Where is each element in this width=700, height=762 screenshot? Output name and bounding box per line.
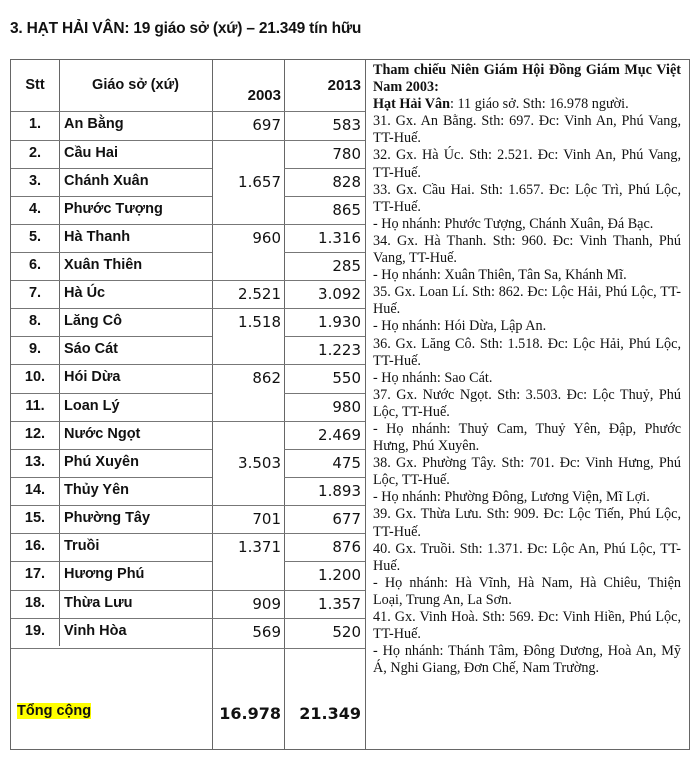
reference-summary-bold: Hạt Hải Vân <box>373 96 450 113</box>
row-2003: 909 <box>252 595 281 613</box>
page-title: 3. HẠT HẢI VÂN: 19 giáo sở (xứ) – 21.349 tín hữu <box>10 20 362 37</box>
row-divider <box>11 252 212 253</box>
row-stt: 8. <box>28 313 42 329</box>
row-divider <box>11 140 212 141</box>
row-divider <box>212 280 284 281</box>
reference-line: 41. Gx. Vinh Hoà. Sth: 569. Đc: Vinh Hiền, Phú Lộc, TT-Huế. <box>373 609 681 643</box>
row-divider <box>11 196 212 197</box>
row-divider <box>212 140 284 141</box>
row-stt: 10. <box>24 369 46 385</box>
reference-line: - Họ nhánh: Xuân Thiên, Tân Sa, Khánh Mĩ. <box>373 267 627 284</box>
row-divider <box>11 308 212 309</box>
col-divider <box>212 60 213 749</box>
row-name: Hà Úc <box>64 285 106 301</box>
total-label <box>17 703 91 719</box>
row-divider <box>284 449 365 450</box>
total-2003: 16.978 <box>219 704 281 723</box>
row-name: Xuân Thiên <box>64 257 143 273</box>
row-divider <box>11 590 212 591</box>
reference-line: 35. Gx. Loan Lí. Sth: 862. Đc: Lộc Hải, Phú Lộc, TT-Huế. <box>373 284 681 318</box>
row-stt: 13. <box>24 454 46 470</box>
reference-line: 39. Gx. Thừa Lưu. Sth: 909. Đc: Lộc Tiến, Phú Lộc, TT-Huế. <box>373 506 681 540</box>
row-divider <box>11 280 212 281</box>
reference-line: 31. Gx. An Bằng. Sth: 697. Đc: Vinh An, Phú Vang, TT-Huế. <box>373 113 681 147</box>
reference-line: - Họ nhánh: Hà Vĩnh, Hà Nam, Hà Chiêu, Thiện Loại, Trung An, La Sơn. <box>373 574 681 608</box>
col-divider <box>365 60 366 749</box>
row-divider <box>212 364 284 365</box>
row-stt: 7. <box>28 285 42 301</box>
row-name: Sáo Cát <box>64 341 118 357</box>
row-name: Hương Phú <box>64 566 145 582</box>
row-stt: 18. <box>24 595 46 611</box>
row-name: Phú Xuyên <box>64 454 139 470</box>
row-stt: 1. <box>28 116 42 132</box>
row-divider <box>284 280 365 281</box>
row-divider <box>284 393 365 394</box>
row-name: Chánh Xuân <box>64 173 149 189</box>
row-divider <box>11 421 212 422</box>
row-divider <box>11 224 212 225</box>
row-2013: 550 <box>332 369 361 387</box>
row-name: Phước Tượng <box>64 201 163 217</box>
row-divider <box>11 561 212 562</box>
row-name: Hói Dừa <box>64 369 121 385</box>
reference-line: 38. Gx. Phường Tây. Sth: 701. Đc: Vinh Hưng, Phú Lộc, TT-Huế. <box>373 455 681 489</box>
col-divider <box>59 60 60 646</box>
row-stt: 9. <box>28 341 42 357</box>
row-2013: 3.092 <box>318 285 361 303</box>
row-divider <box>11 449 212 450</box>
row-2013: 1.930 <box>318 313 361 331</box>
row-divider <box>284 533 365 534</box>
row-2003: 697 <box>252 116 281 134</box>
row-2013: 2.469 <box>318 426 361 444</box>
row-2013: 1.316 <box>318 229 361 247</box>
row-2013: 1.357 <box>318 595 361 613</box>
row-name: Thừa Lưu <box>64 595 133 611</box>
reference-line: 34. Gx. Hà Thanh. Sth: 960. Đc: Vinh Thanh, Phú Vang, TT-Huế. <box>373 232 681 267</box>
reference-summary-rest: : 11 giáo sở. Sth: 16.978 người. <box>450 96 629 113</box>
row-2003: 1.657 <box>238 173 281 191</box>
row-divider <box>11 477 212 478</box>
total-label-text: Tổng cộng <box>17 703 92 719</box>
row-name: Lăng Cô <box>64 313 122 329</box>
reference-line: 33. Gx. Cầu Hai. Sth: 1.657. Đc: Lộc Trì, Phú Lộc, TT-Huế. <box>373 181 681 215</box>
row-divider <box>11 648 212 649</box>
row-2013: 1.200 <box>318 566 361 584</box>
row-divider <box>11 533 212 534</box>
header-2013: 2013 <box>327 77 361 94</box>
row-name: Truồi <box>64 538 100 554</box>
row-divider <box>284 648 365 649</box>
row-stt: 15. <box>24 510 46 526</box>
row-divider <box>284 618 365 619</box>
row-divider <box>284 505 365 506</box>
row-2013: 780 <box>332 145 361 163</box>
row-stt: 11. <box>25 398 45 414</box>
row-stt: 12. <box>24 426 46 442</box>
row-divider <box>11 393 212 394</box>
row-divider <box>212 224 284 225</box>
row-divider <box>11 618 212 619</box>
row-2003: 569 <box>252 623 281 641</box>
reference-line: - Họ nhánh: Sao Cát. <box>373 369 493 386</box>
row-stt: 6. <box>28 257 42 273</box>
row-2013: 1.223 <box>318 341 361 359</box>
reference-text <box>373 62 681 677</box>
reference-line: - Họ nhánh: Phước Tượng, Chánh Xuân, Đá Bạc. <box>373 215 654 232</box>
row-divider <box>284 421 365 422</box>
row-divider <box>212 308 284 309</box>
row-name: Hà Thanh <box>64 229 131 245</box>
row-divider <box>212 533 284 534</box>
reference-line: - Họ nhánh: Thánh Tâm, Đông Dương, Hoà An, Mỹ Á, Nghi Giang, Đơn Chế, Nam Trường. <box>373 643 681 677</box>
row-stt: 19. <box>24 623 46 639</box>
row-2013: 1.893 <box>318 482 361 500</box>
row-2013: 583 <box>332 116 361 134</box>
reference-summary <box>373 96 681 113</box>
parish-table <box>10 59 690 750</box>
row-stt: 4. <box>28 201 42 217</box>
row-stt: 5. <box>28 229 42 245</box>
row-divider <box>212 618 284 619</box>
row-name: Thủy Yên <box>64 482 129 498</box>
row-2013: 865 <box>332 201 361 219</box>
row-2013: 677 <box>332 510 361 528</box>
row-2013: 980 <box>332 398 361 416</box>
reference-line: 37. Gx. Nước Ngọt. Sth: 3.503. Đc: Lộc Thuỷ, Phú Lộc, TT-Huế. <box>373 386 681 420</box>
row-name: Phường Tây <box>64 510 151 526</box>
row-divider <box>284 196 365 197</box>
row-divider <box>284 477 365 478</box>
row-divider <box>284 308 365 309</box>
row-name: Loan Lý <box>64 398 120 414</box>
row-name: Vinh Hòa <box>64 623 127 639</box>
row-divider <box>284 561 365 562</box>
header-name: Giáo sở (xứ) <box>92 77 179 93</box>
row-divider <box>212 111 284 112</box>
row-2003: 1.371 <box>238 538 281 556</box>
row-divider <box>284 140 365 141</box>
row-2003: 3.503 <box>238 454 281 472</box>
row-2003: 1.518 <box>238 313 281 331</box>
row-2003: 960 <box>252 229 281 247</box>
reference-line: 40. Gx. Truồi. Sth: 1.371. Đc: Lộc An, Phú Lộc, TT-Huế. <box>373 540 681 574</box>
row-divider <box>284 168 365 169</box>
row-divider <box>212 421 284 422</box>
row-divider <box>11 336 212 337</box>
row-divider <box>212 648 284 649</box>
row-2013: 285 <box>332 257 361 275</box>
row-stt: 3. <box>28 173 42 189</box>
row-name: Nước Ngọt <box>64 426 141 442</box>
row-stt: 16. <box>24 538 46 554</box>
row-divider <box>212 505 284 506</box>
row-divider <box>11 505 212 506</box>
row-2013: 876 <box>332 538 361 556</box>
row-divider <box>212 590 284 591</box>
header-stt: Stt <box>25 77 45 93</box>
reference-line: - Họ nhánh: Hói Dừa, Lập An. <box>373 318 547 335</box>
reference-line: - Họ nhánh: Phường Đông, Lương Viện, Mĩ Lợi. <box>373 489 650 506</box>
header-2003: 2003 <box>247 87 281 104</box>
row-name: Cầu Hai <box>64 145 118 161</box>
reference-line: 36. Gx. Lăng Cô. Sth: 1.518. Đc: Lộc Hải, Phú Lộc, TT-Huế. <box>373 335 681 369</box>
row-divider <box>284 590 365 591</box>
row-2003: 862 <box>252 369 281 387</box>
row-divider <box>11 111 212 112</box>
row-name: An Bằng <box>64 116 124 132</box>
reference-line: - Họ nhánh: Thuỷ Cam, Thuỷ Yên, Đập, Phước Hưng, Phú Xuyên. <box>373 420 681 455</box>
row-2013: 475 <box>332 454 361 472</box>
reference-heading: Tham chiếu Niên Giám Hội Đồng Giám Mục Việt Nam 2003: <box>373 62 681 96</box>
row-divider <box>284 224 365 225</box>
row-2003: 701 <box>252 510 281 528</box>
row-divider <box>11 364 212 365</box>
row-2003: 2.521 <box>238 285 281 303</box>
row-divider <box>284 111 365 112</box>
row-divider <box>284 336 365 337</box>
row-divider <box>284 364 365 365</box>
row-stt: 14. <box>24 482 46 498</box>
row-stt: 2. <box>28 145 42 161</box>
row-2013: 828 <box>332 173 361 191</box>
row-divider <box>11 168 212 169</box>
row-stt: 17. <box>24 566 46 582</box>
row-2013: 520 <box>332 623 361 641</box>
total-2013: 21.349 <box>299 704 361 723</box>
row-divider <box>284 252 365 253</box>
reference-line: 32. Gx. Hà Úc. Sth: 2.521. Đc: Vinh An, Phú Vang, TT-Huế. <box>373 147 681 181</box>
